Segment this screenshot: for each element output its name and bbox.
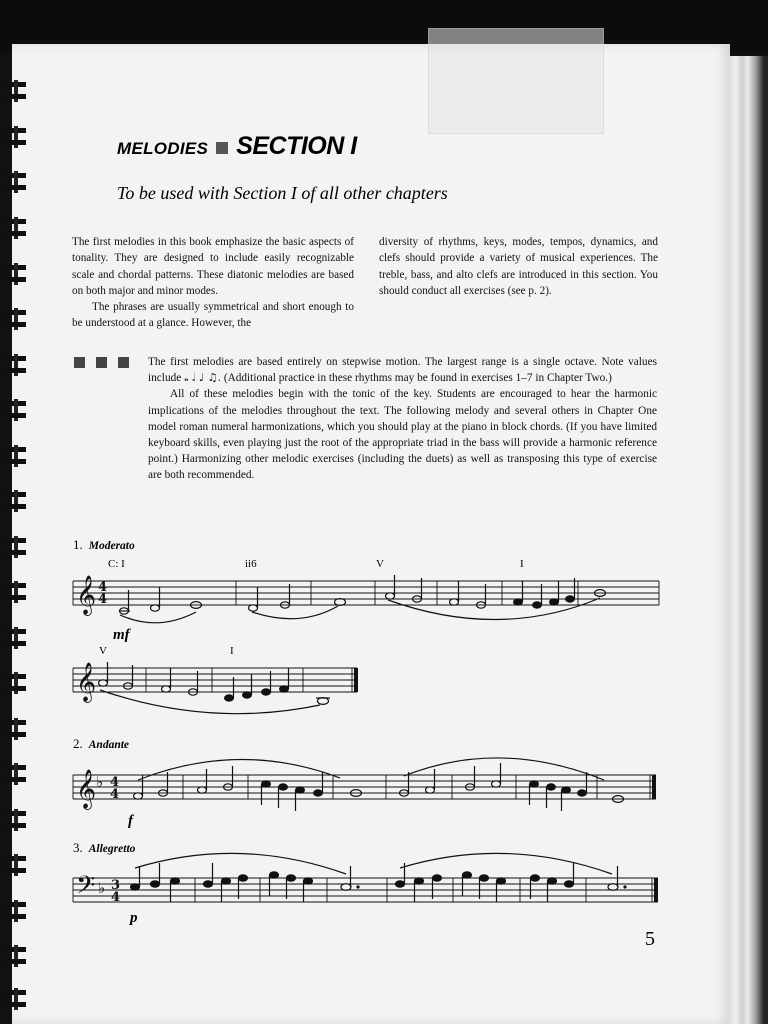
svg-text:4: 4	[98, 580, 108, 595]
treble-clef-icon: 𝄞	[76, 662, 97, 702]
intro-text-a: The first melodies are based entirely on stepwise motion. The largest range is a single octave. Note values include	[148, 356, 657, 385]
flat-icon: ♭	[98, 879, 106, 897]
page-number: 5	[645, 928, 655, 950]
chord-symbol: V	[99, 645, 107, 657]
dynamic-marking: mf	[113, 627, 130, 643]
chord-symbol: C: I	[108, 558, 125, 570]
chord-symbol: I	[230, 645, 234, 657]
heading-section: SECTION I	[236, 132, 357, 160]
tempo-marking: Allegretto	[88, 843, 136, 855]
treble-clef-icon: 𝄞	[76, 769, 97, 809]
svg-text:4: 4	[98, 592, 108, 607]
svg-text:3: 3	[111, 878, 121, 893]
paragraph: The phrases are usually symmetrical and short enough to be understood at a glance. However, the	[72, 301, 354, 330]
exercise-number: 1.	[73, 537, 83, 552]
treble-clef-icon: 𝄞	[76, 575, 97, 615]
exercise-number: 2.	[73, 736, 83, 751]
tempo-marking: Moderato	[88, 540, 135, 552]
paragraph: All of these melodies begin with the tonic of the key. Students are encouraged to hear the harmonic implications of the melodies throughout the text. The following melody and several others in Chapter One model roman numeral harmonizations, which you should play at the piano in block chords. (If you have limited keyboard skills, even playing just the root of the appropriate triad in the bass will provide a harmonic reference point.) Harmonizing other melodic exercises (including the duets) as well as transposing this type of exercise are both recommended.	[148, 388, 657, 482]
dynamic-marking: p	[130, 910, 138, 926]
note-values-icon: 𝅝 𝅗𝅥 ♩ ♫.	[184, 371, 221, 385]
section-subtitle: To be used with Section I of all other chapters	[117, 183, 448, 203]
exercise-number: 3.	[73, 840, 83, 855]
paragraph: The first melodies in this book emphasize the basic aspects of tonality. They are designed to include easily recognizable scale and chordal patterns. These diatonic melodies are based on both major and minor modes.	[72, 236, 354, 297]
intro-text-b: (Additional practice in these rhythms may be found in exercises 1–7 in Chapter Two.)	[223, 372, 612, 385]
svg-text:4: 4	[110, 775, 120, 790]
dynamic-marking: f	[128, 813, 133, 829]
paragraph: diversity of rhythms, keys, modes, tempos, dynamics, and clefs should provide a variety of musical experiences. The treble, bass, and alto clefs are introduced in this section. You should conduct all exercises (see p. 2).	[379, 236, 658, 297]
flat-icon: ♭	[96, 773, 104, 791]
svg-text:4: 4	[111, 890, 121, 905]
svg-text:4: 4	[110, 787, 120, 802]
chord-symbol: I	[520, 558, 524, 570]
bass-clef-icon: 𝄢	[76, 871, 96, 906]
chord-symbol: ii6	[245, 558, 257, 570]
heading-melodies: MELODIES	[117, 139, 209, 158]
tempo-marking: Andante	[88, 739, 130, 751]
chord-symbol: V	[376, 558, 384, 570]
